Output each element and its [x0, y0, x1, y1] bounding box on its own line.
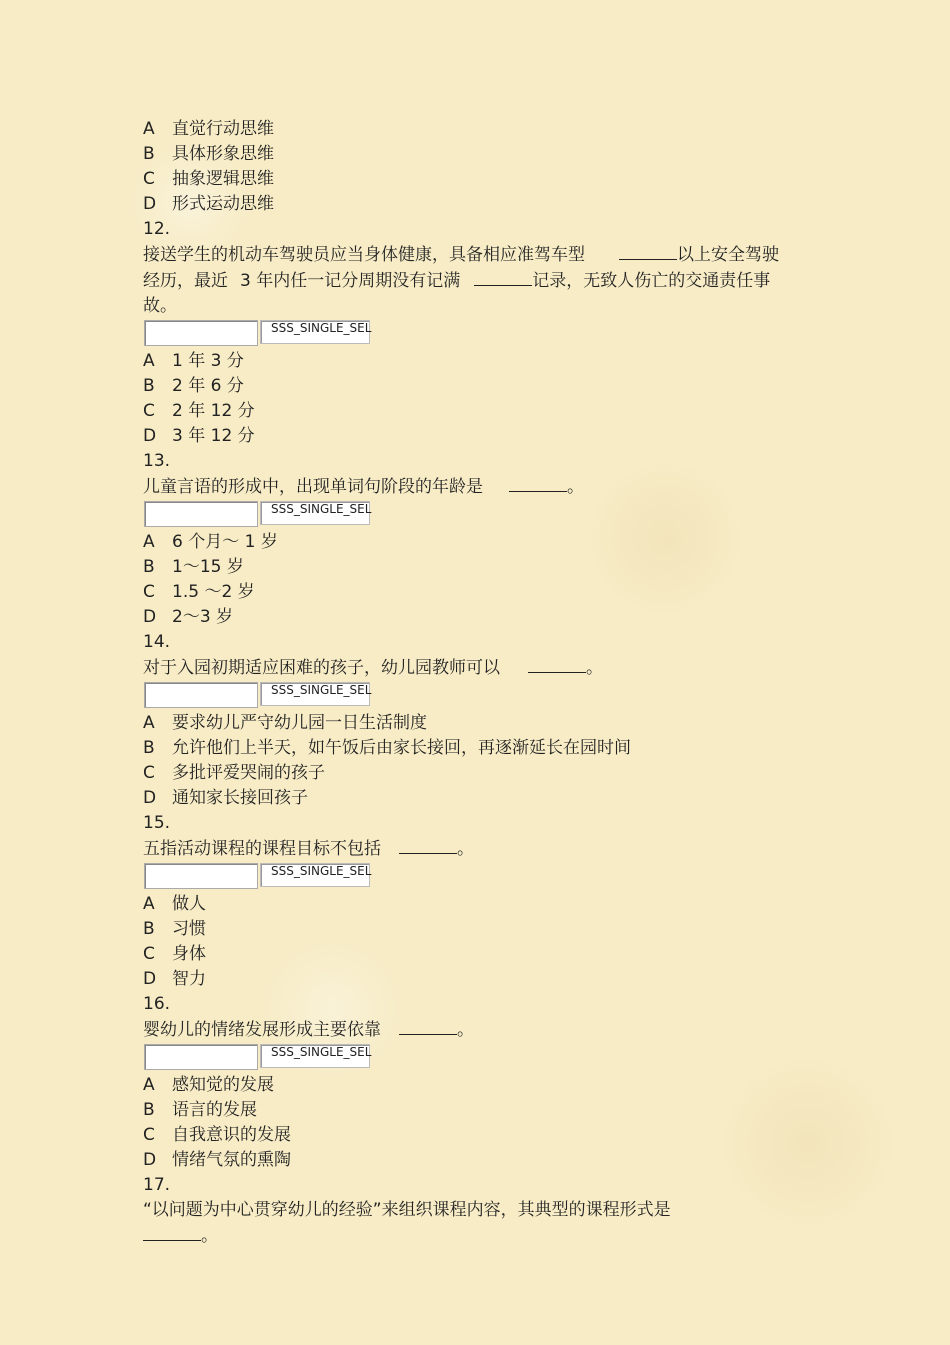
option-d: D 通知家长接回孩子 [143, 788, 308, 808]
option-a: A 做人 [143, 894, 206, 914]
question-number: 17. [143, 1175, 171, 1195]
option-c: C 1.5 ～2 岁 [143, 582, 255, 602]
answer-input[interactable] [144, 320, 258, 346]
question-stem: 对于入园初期适应困难的孩子，幼儿园教师可以 。 [143, 655, 803, 681]
question-number: 14. [143, 632, 171, 652]
exam-page [143, 117, 803, 1249]
option-b: B 2 年 6 分 [143, 376, 244, 396]
option-a: A 1 年 3 分 [143, 351, 244, 371]
option-d: D 情绪气氛的熏陶 [143, 1150, 291, 1170]
answer-input[interactable] [144, 863, 258, 889]
option-a: A 感知觉的发展 [143, 1075, 274, 1095]
option-d: D 智力 [143, 969, 206, 989]
option-d: D 形式运动思维 [143, 194, 274, 214]
option-b: B 具体形象思维 [143, 144, 274, 164]
question-15 [143, 811, 803, 992]
answer-blank [474, 268, 532, 286]
answer-select[interactable] [144, 1044, 803, 1072]
answer-select[interactable] [144, 320, 803, 348]
option-b: B 1～15 岁 [143, 557, 244, 577]
option-d: D 2～3 岁 [143, 607, 234, 627]
question-number: 13. [143, 451, 171, 471]
question-stem: 接送学生的机动车驾驶员应当身体健康，具备相应准驾车型 以上安全驾驶经历，最近 3 年内任一记分周期没有记满 记录，无致人伤亡的交通责任事故。 [143, 242, 793, 319]
answer-blank [399, 1017, 457, 1035]
option-c: C 2 年 12 分 [143, 401, 255, 421]
question-12 [143, 217, 803, 449]
single-select-button[interactable]: SSS_SINGLE_SEL [260, 1044, 370, 1068]
option-b: B 习惯 [143, 919, 206, 939]
option-a: A 要求幼儿严守幼儿园一日生活制度 [143, 713, 427, 733]
question-16 [143, 992, 803, 1173]
question-number: 16. [143, 994, 171, 1014]
option-b: B 语言的发展 [143, 1100, 257, 1120]
question-number: 15. [143, 813, 171, 833]
option-a: A 6 个月～ 1 岁 [143, 532, 278, 552]
option-c: C 多批评爱哭闹的孩子 [143, 763, 325, 783]
answer-blank [619, 242, 677, 260]
option-a: A 直觉行动思维 [143, 119, 274, 139]
question-17 [143, 1173, 803, 1249]
answer-select[interactable] [144, 863, 803, 891]
question-13 [143, 449, 803, 630]
answer-blank [509, 474, 567, 492]
answer-input[interactable] [144, 682, 258, 708]
single-select-button[interactable]: SSS_SINGLE_SEL [260, 320, 370, 344]
question-11-options [143, 117, 803, 217]
question-14 [143, 630, 803, 811]
single-select-button[interactable]: SSS_SINGLE_SEL [260, 501, 370, 525]
answer-blank [528, 655, 586, 673]
option-c: C 身体 [143, 944, 206, 964]
answer-blank [399, 836, 457, 854]
option-c: C 抽象逻辑思维 [143, 169, 274, 189]
option-c: C 自我意识的发展 [143, 1125, 291, 1145]
question-stem: 婴幼儿的情绪发展形成主要依靠 。 [143, 1017, 803, 1043]
question-number: 12. [143, 219, 171, 239]
single-select-button[interactable]: SSS_SINGLE_SEL [260, 863, 370, 887]
option-d: D 3 年 12 分 [143, 426, 255, 446]
single-select-button[interactable]: SSS_SINGLE_SEL [260, 682, 370, 706]
option-b: B 允许他们上半天，如午饭后由家长接回，再逐渐延长在园时间 [143, 738, 631, 758]
answer-select[interactable] [144, 682, 803, 710]
answer-blank [143, 1223, 201, 1241]
answer-input[interactable] [144, 501, 258, 527]
question-stem: 儿童言语的形成中，出现单词句阶段的年龄是 。 [143, 474, 803, 500]
answer-input[interactable] [144, 1044, 258, 1070]
question-stem: “以问题为中心贯穿幼儿的经验”来组织课程内容，其典型的课程形式是 。 [143, 1200, 671, 1246]
question-stem: 五指活动课程的课程目标不包括 。 [143, 836, 803, 862]
answer-select[interactable] [144, 501, 803, 529]
